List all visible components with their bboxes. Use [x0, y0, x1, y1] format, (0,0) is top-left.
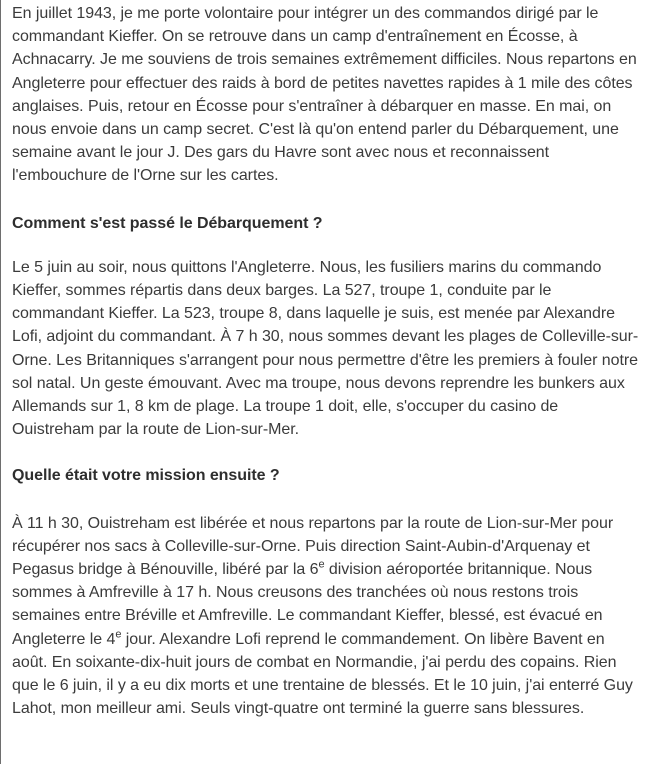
answer-mission-text-3: jour. Alexandre Lofi reprend le commandement. On libère Bavent en août. En soixante-dix-huit jours de combat en Normandie, j'ai perdu des copains. Rien que le 6 juin, il y a eu dix morts et une trentaine de blessés. Et le 10 juin, j'ai enterré Guy Lahot, mon meilleur ami. Seuls vingt-quatre ont terminé la guerre sans blessures. [12, 630, 633, 718]
left-border-rule [0, 0, 1, 764]
answer-mission-text-2: division aéroportée britannique. Nous sommes à Amfreville à 17 h. Nous creusons des tranchées où nous restons trois semaines entre Bréville et Amfreville. Le commandant Kieffer, blessé, est évacué en Angleterre le 4 [12, 561, 603, 648]
answer-paragraph-landing: Le 5 juin au soir, nous quittons l'Angleterre. Nous, les fusiliers marins du commando Kieffer, sommes répartis dans deux barges. La 527, troupe 1, conduite par le commandant Kieffer. La 523, troupe 8, dans laquelle je suis, est menée par Alexandre Lofi, adjoint du commandant. À 7 h 30, nous sommes devant les plages de Colleville-sur-Orne. Les Britanniques s'arrangent pour nous permettre d'être les premiers à fouler notre sol natal. Un geste émouvant. Avec ma troupe, nous devons reprendre les bunkers aux Allemands sur 1, 8 km de plage. La troupe 1 doit, elle, s'occuper du casino de Ouistreham par la route de Lion-sur-Mer. [12, 258, 639, 439]
ordinal-suffix: e [115, 628, 122, 641]
intro-paragraph: En juillet 1943, je me porte volontaire pour intégrer un des commandos dirigé par le commandant Kieffer. On se retrouve dans un camp d'entraînement en Écosse, à Achnacarry. Je me souviens de trois semaines extrêmement difficiles. Nous repartons en Angleterre pour effectuer des raids à bord de petites navettes rapides à 1 mile des côtes anglaises. Puis, retour en Écosse pour s'entraîner à débarquer en masse. En mai, on nous envoie dans un camp secret. C'est là qu'on entend parler du Débarquement, une semaine avant le jour J. Des gars du Havre sont avec nous et reconnaissent l'embouchure de l'Orne sur les cartes. [12, 5, 637, 185]
interview-article [12, 2, 640, 720]
question-heading-landing: Comment s'est passé le Débarquement ? [12, 214, 323, 232]
ordinal-suffix: e [318, 558, 325, 571]
answer-mission-text-1: À 11 h 30, Ouistreham est libérée et nous repartons par la route de Lion-sur-Mer pour récupérer nos sacs à Colleville-sur-Orne. Puis direction Saint-Aubin-d'Arquenay et Pegasus bridge à Bénouville, libéré par la 6 [12, 514, 614, 579]
answer-paragraph-mission [12, 512, 640, 721]
question-heading-mission: Quelle était votre mission ensuite ? [12, 467, 280, 485]
